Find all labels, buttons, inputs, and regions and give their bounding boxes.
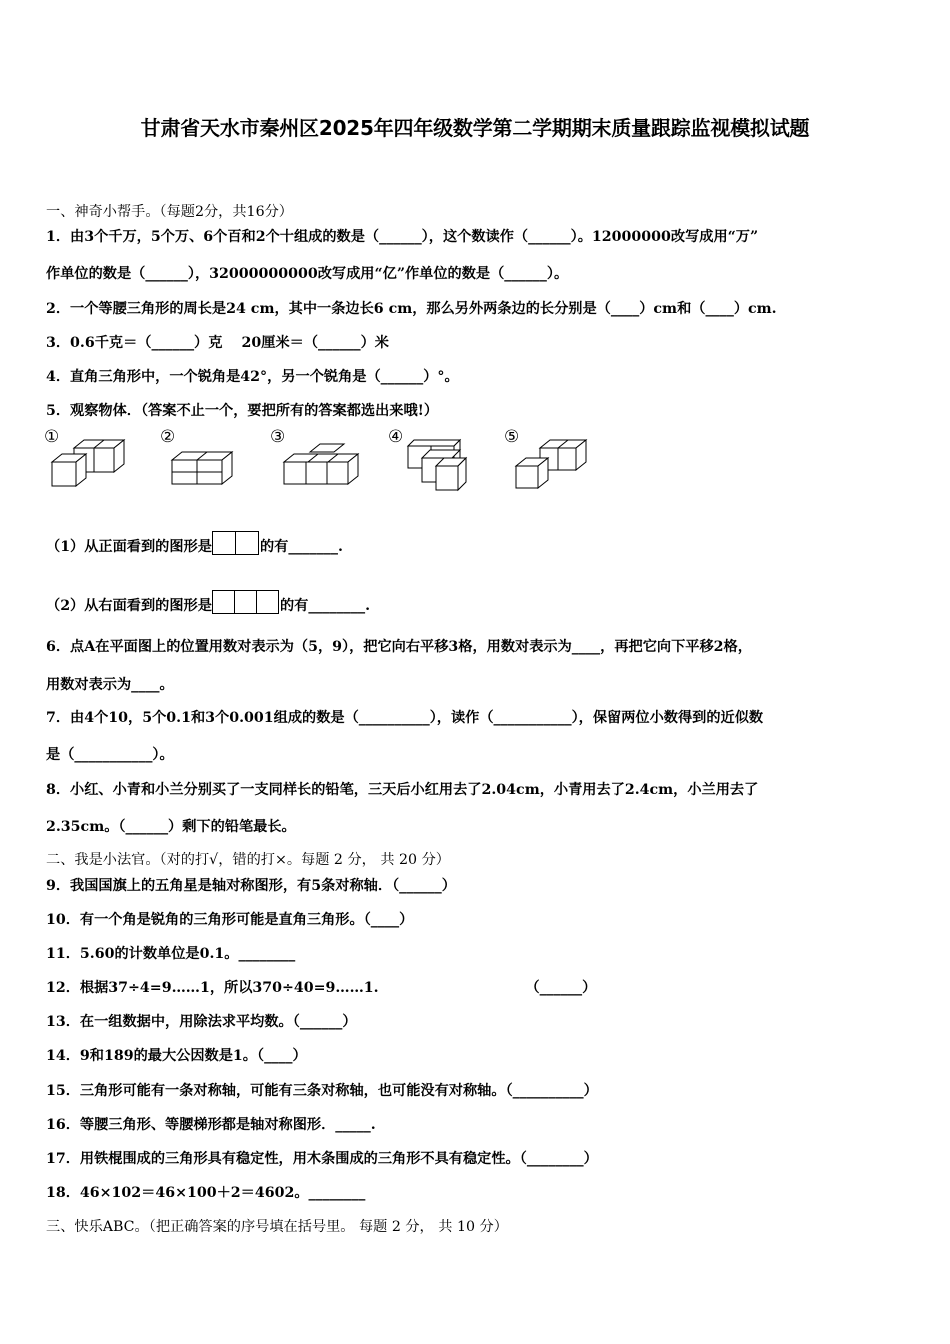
question-5-part-1 xyxy=(46,531,343,557)
question-6-line-2: 用数对表示为____。 xyxy=(46,677,174,693)
question-5-part-2-prefix: （2）从右面看到的图形是 xyxy=(46,598,212,614)
figure-4-label: ④ xyxy=(388,427,404,447)
section-1-heading: 一、神奇小帮手。（每题2分，共16分） xyxy=(46,204,293,220)
figure-4-cubes xyxy=(388,438,474,492)
question-3: 3．0.6千克＝（______）克 20厘米＝（______）米 xyxy=(46,335,389,351)
front-view-two-squares xyxy=(212,531,260,555)
question-9: 9．我国国旗上的五角星是轴对称图形，有5条对称轴．（______） xyxy=(46,878,456,894)
question-5-part-2-suffix: 的有________. xyxy=(279,598,371,614)
figure-5-label: ⑤ xyxy=(504,427,520,447)
question-4: 4．直角三角形中，一个锐角是42°，另一个锐角是（______）°。 xyxy=(46,369,459,385)
question-10: 10．有一个角是锐角的三角形可能是直角三角形。（____） xyxy=(46,912,414,928)
cube-figures xyxy=(44,428,604,492)
question-13: 13．在一组数据中，用除法求平均数。（______） xyxy=(46,1014,357,1030)
figure-3-label: ③ xyxy=(270,427,286,447)
question-5: 5．观察物体．（答案不止一个，要把所有的答案都选出来哦!） xyxy=(46,403,439,419)
figure-2-label: ② xyxy=(160,427,176,447)
question-5-part-1-prefix: （1）从正面看到的图形是 xyxy=(46,539,212,555)
question-11: 11．5.60的计数单位是0.1。________ xyxy=(46,946,296,962)
question-16: 16．等腰三角形、等腰梯形都是轴对称图形．_____. xyxy=(46,1117,376,1133)
question-8-line-1: 8．小红、小青和小兰分别买了一支同样长的铅笔，三天后小红用去了2.04cm，小青用去了2.4cm，小兰用去了 xyxy=(46,782,759,798)
question-8-line-2: 2.35cm。（______）剩下的铅笔最长。 xyxy=(46,819,296,835)
figure-5-cubes xyxy=(504,438,594,492)
question-2: 2．一个等腰三角形的周长是24 cm，其中一条边长6 cm，那么另外两条边的长分别是（____）cm和（____）cm. xyxy=(46,301,777,317)
question-5-part-1-suffix: 的有_______. xyxy=(259,539,343,555)
page-title: 甘肃省天水市秦州区2025年四年级数学第二学期期末质量跟踪监视模拟试题 xyxy=(140,116,810,140)
right-view-three-squares xyxy=(212,590,280,614)
question-5-part-2 xyxy=(46,590,370,616)
question-17: 17．用铁棍围成的三角形具有稳定性，用木条围成的三角形不具有稳定性。（________） xyxy=(46,1151,598,1167)
question-14: 14．9和189的最大公因数是1。（____） xyxy=(46,1048,307,1064)
question-18: 18．46×102＝46×100＋2＝4602。________ xyxy=(46,1185,366,1201)
question-1-line-2: 作单位的数是（______），32000000000改写成用“亿”作单位的数是（______）。 xyxy=(46,266,569,282)
question-6-line-1: 6．点A在平面图上的位置用数对表示为（5，9），把它向右平移3格，用数对表示为____，再把它向下平移2格， xyxy=(46,639,752,655)
figure-1-label: ① xyxy=(44,427,60,447)
section-3-heading: 三、快乐ABC。（把正确答案的序号填在括号里。 每题 2 分， 共 10 分） xyxy=(46,1219,508,1235)
section-2-heading: 二、我是小法官。（对的打√，错的打×。每题 2 分， 共 20 分） xyxy=(46,852,450,868)
question-15: 15．三角形可能有一条对称轴，可能有三条对称轴，也可能没有对称轴。（__________） xyxy=(46,1083,598,1099)
question-12: 12．根据37÷4=9……1，所以370÷40=9……1. （______） xyxy=(46,980,597,996)
question-7-line-2: 是（___________）。 xyxy=(46,747,174,763)
figure-1-cubes xyxy=(44,438,130,492)
question-7-line-1: 7．由4个10，5个0.1和3个0.001组成的数是（__________），读作（___________），保留两位小数得到的近似数 xyxy=(46,710,764,726)
figure-3-cubes xyxy=(270,438,366,492)
figure-2-cubes xyxy=(160,438,246,492)
question-1-line-1: 1．由3个千万，5个万、6个百和2个十组成的数是（______），这个数读作（______）。12000000改写成用“万” xyxy=(46,229,759,245)
